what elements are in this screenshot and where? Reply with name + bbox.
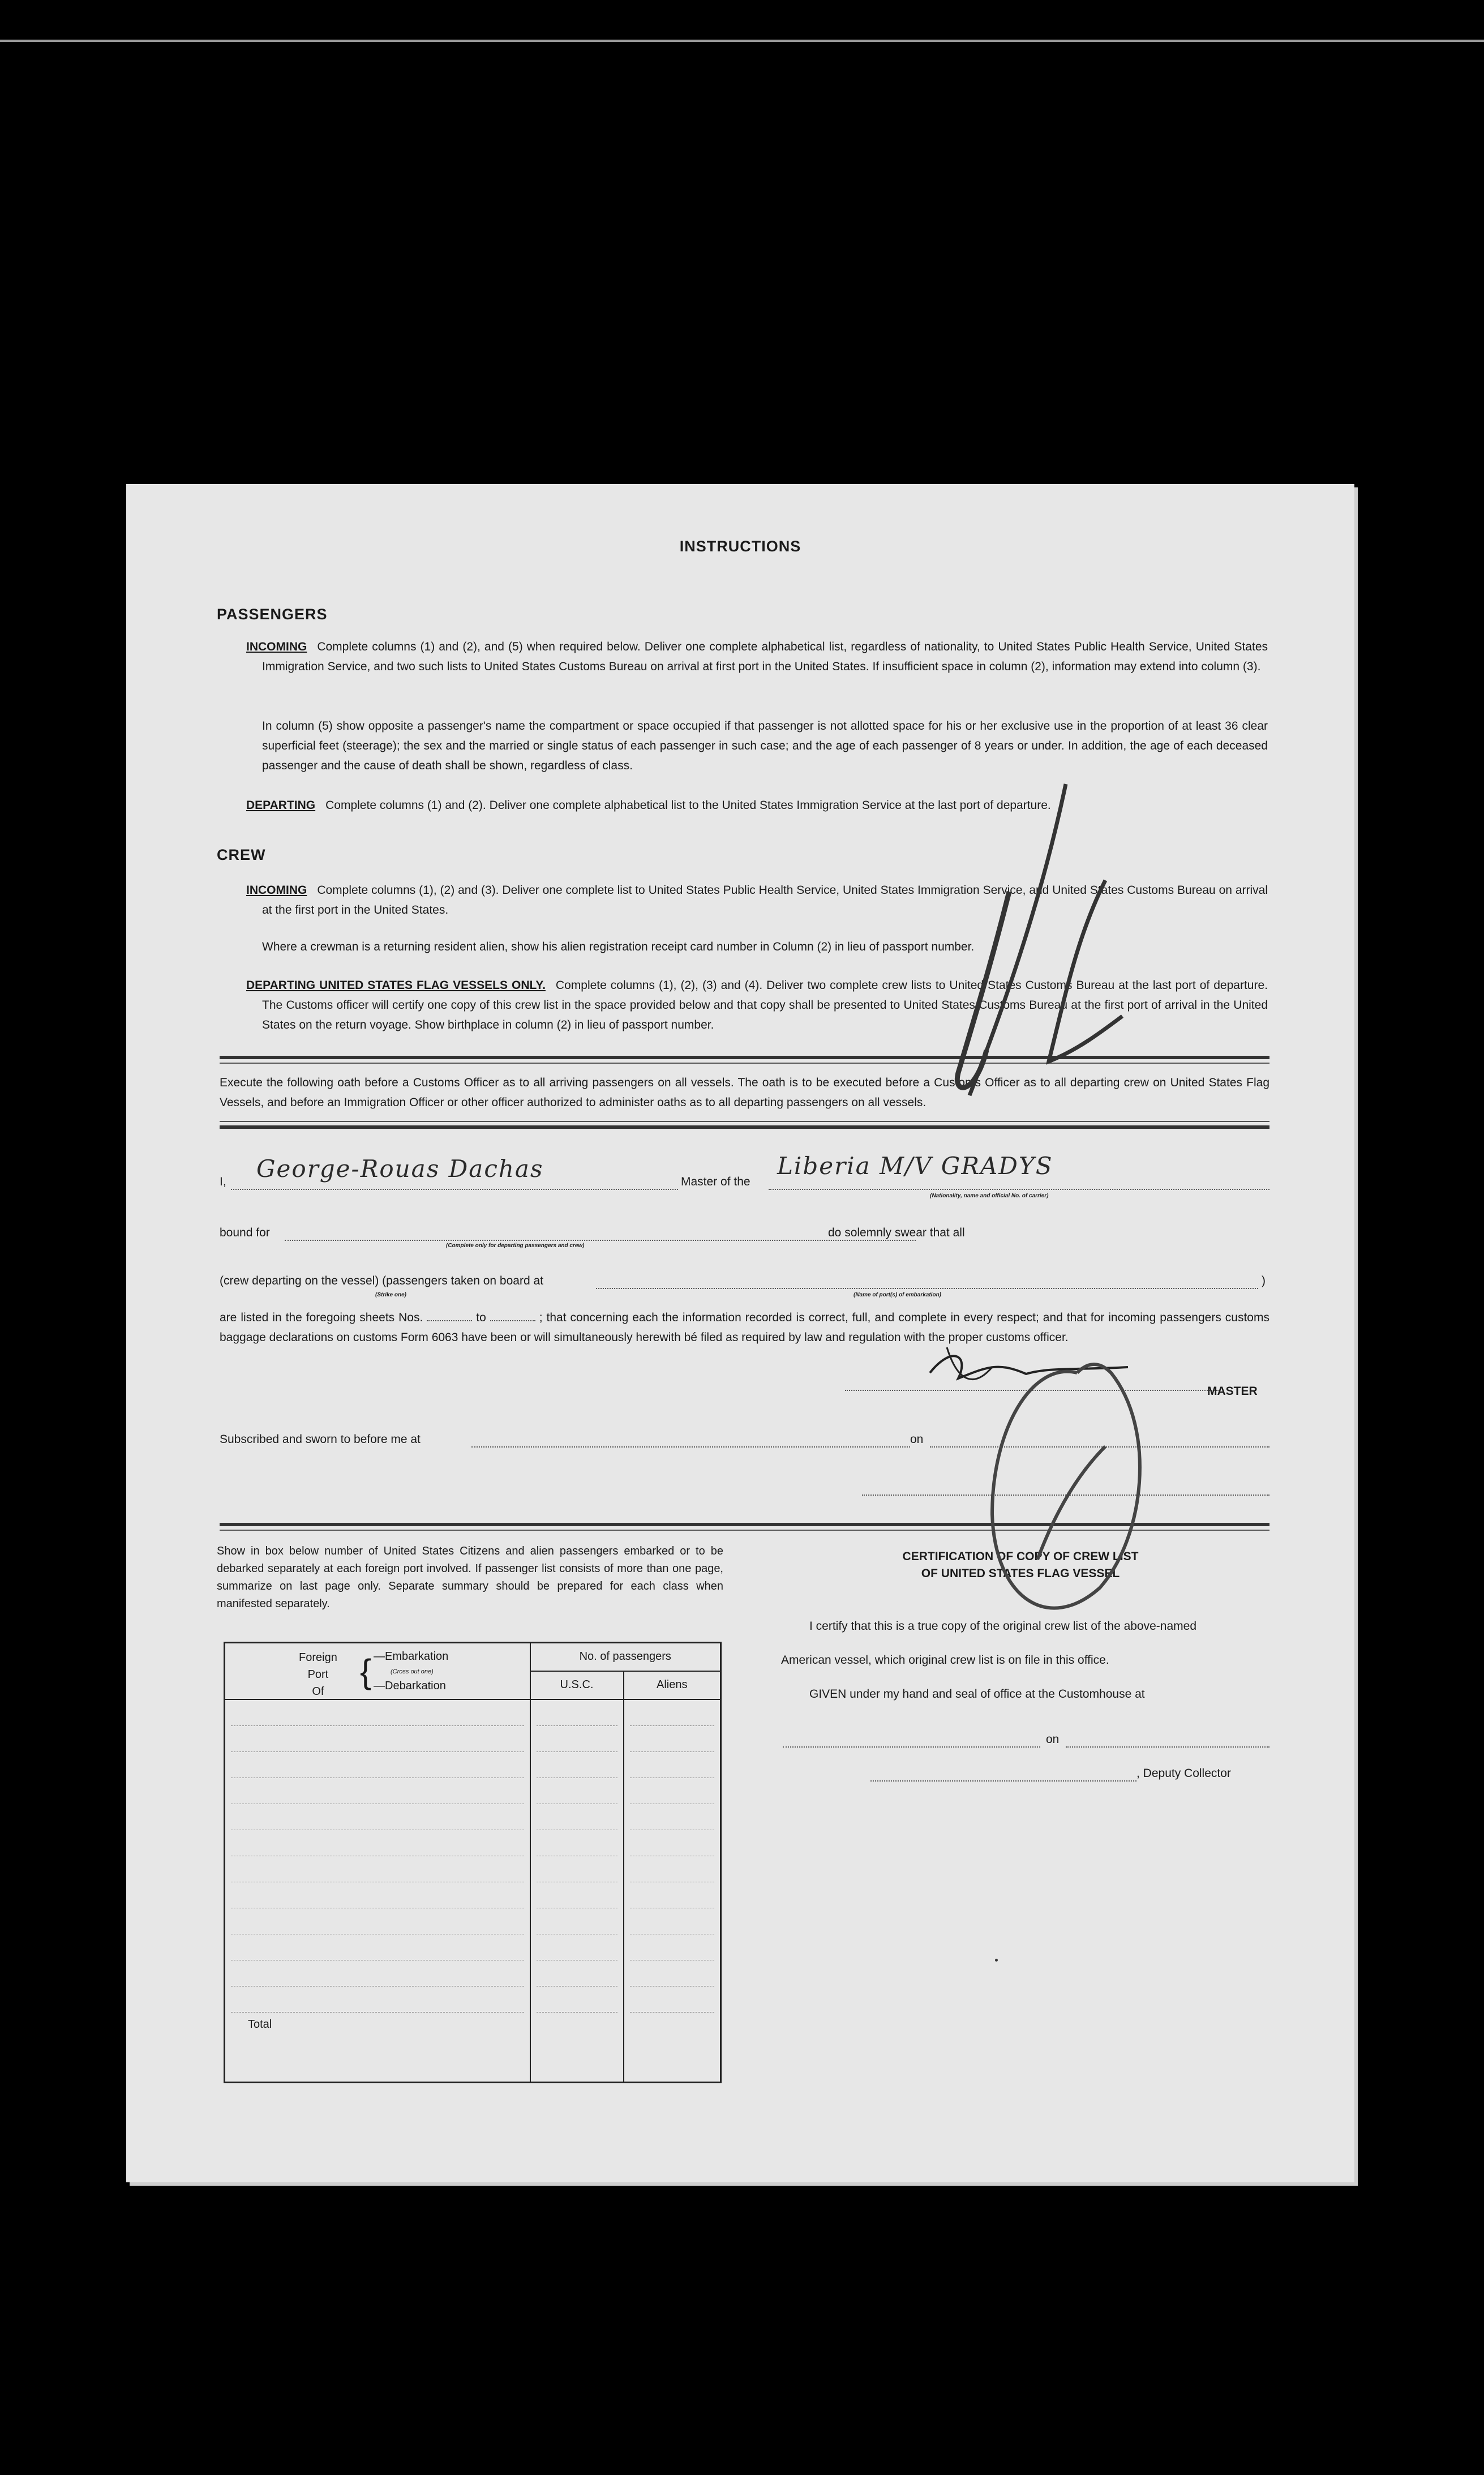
- port-column: [225, 1699, 530, 2083]
- oath-intro: Execute the following oath before a Customs Officer as to all arriving passengers on all vessels. The oath is to be executed before a Customs Officer as to all departing crew on United States Flag Vessels, and before an Immigration Officer or other officer authorized to administer oaths as to all departing passengers on all vessels.: [220, 1076, 1269, 1109]
- certification-on-label: on: [1046, 1733, 1060, 1746]
- master-name-line: [231, 1189, 678, 1190]
- sheet-to-line: [490, 1320, 535, 1321]
- cross-out-caption: (Cross out one): [391, 1668, 434, 1675]
- bound-for-line: [285, 1240, 916, 1241]
- bound-for-label: bound for: [220, 1226, 270, 1239]
- master-label: MASTER: [1207, 1385, 1258, 1398]
- passengers-departing-text: Complete columns (1) and (2). Deliver one complete alphabetical list to the United States Immigration Service at the last port of departure.: [325, 799, 1051, 812]
- to-label: to: [476, 1311, 486, 1324]
- certification-date-line: [1066, 1746, 1269, 1748]
- foreign-label: Foreign: [299, 1651, 337, 1664]
- subscribed-place-line: [471, 1446, 910, 1448]
- deputy-signature-line: [870, 1780, 1136, 1782]
- crew-incoming-text: Complete columns (1), (2) and (3). Deliver one complete list to United States Public Health Service, United States Immigration Service, and United States Customs Bureau on arrival at the first port in the United States.: [262, 884, 1268, 917]
- given-text: GIVEN under my hand and seal of office at the Customhouse at: [809, 1688, 1145, 1701]
- document-page: [126, 484, 1354, 2182]
- sheets-label: are listed in the foregoing sheets Nos.: [220, 1311, 423, 1324]
- deputy-collector-label: , Deputy Collector: [1136, 1767, 1231, 1780]
- aliens-header: Aliens: [624, 1671, 721, 1699]
- port-label: Port: [307, 1668, 329, 1681]
- pencil-stroke-2: [957, 892, 1009, 1087]
- embarkation-label: —Embarkation: [374, 1650, 449, 1663]
- no-passengers-header: No. of passengers: [530, 1643, 721, 1671]
- port-header-cell: [225, 1643, 530, 1699]
- american-vessel-text: American vessel, which original crew list is on file in this office.: [781, 1654, 1109, 1667]
- passenger-summary-table: [224, 1642, 722, 2083]
- pencil-stroke-3: [1049, 880, 1122, 1061]
- crew-departing-text: Complete columns (1), (2), (3) and (4). Deliver two complete crew lists to United States Customs Bureau at the last port of departure. The Customs officer will certify one copy of this crew list in the space provided below and that copy shall be presented to United States Customs Bureau at the first port of arrival in the United States on the return voyage. Show birthplace in column (2) in lieu of passport number.: [262, 979, 1268, 1031]
- usc-column: [530, 1699, 624, 2083]
- swear-label: do solemnly swear that all: [828, 1226, 965, 1239]
- speck: [995, 1959, 998, 1962]
- passengers-incoming-paragraph: [246, 637, 1268, 676]
- closing-paren: ): [1262, 1274, 1266, 1287]
- subscribed-label: Subscribed and sworn to before me at: [220, 1433, 421, 1446]
- crew-departing-label: DEPARTING UNITED STATES FLAG VESSELS ONLY.: [246, 979, 546, 992]
- debarkation-label: —Debarkation: [374, 1680, 446, 1692]
- pencil-slash: [1037, 1446, 1105, 1560]
- pencil-circle: [992, 1364, 1140, 1608]
- ports-caption: (Name of port(s) of embarkation): [853, 1292, 942, 1298]
- total-label: Total: [248, 2018, 272, 2031]
- crew-resident-paragraph: Where a crewman is a returning resident alien, show his alien registration receipt card number in Column (2) in lieu of passport number.: [262, 940, 975, 953]
- summary-instructions: Show in box below number of United States Citizens and alien passengers embarked or to be debarked separately at each foreign port involved. If passenger list consists of more than one page, summarize on last page only. Separate summary should be prepared for each class when manifested separately.: [217, 1545, 723, 1610]
- strike-one-caption: (Strike one): [375, 1292, 407, 1298]
- passengers-incoming-label: INCOMING: [246, 640, 307, 653]
- crew-incoming-label: INCOMING: [246, 884, 307, 897]
- crew-heading: CREW: [217, 846, 266, 863]
- i-label: I,: [220, 1175, 226, 1188]
- passengers-column5-paragraph: In column (5) show opposite a passenger's name the compartment or space occupied if that passenger is not allotted space for his or her exclusive use in the proportion of at least 36 clear superficial feet (steerage); the sex and the married or single status of each passenger in such case; and the age of each passenger of 8 years or under. In addition, the age of each deceased passenger and the cause of death shall be shown, regardless of class.: [262, 720, 1268, 772]
- customhouse-line: [783, 1746, 1040, 1748]
- sheet-from-line: [427, 1320, 472, 1321]
- certify-text: I certify that this is a true copy of the original crew list of the above-named: [809, 1620, 1196, 1633]
- foreign-port-of: [299, 1649, 337, 1700]
- master-name-handwritten: George-Rouas Dachas: [256, 1155, 544, 1183]
- brace-glyph: {: [360, 1652, 372, 1690]
- vessel-caption: (Nationality, name and official No. of carrier): [930, 1193, 1049, 1199]
- certification-heading-line2: OF UNITED STATES FLAG VESSEL: [921, 1567, 1120, 1580]
- instructions-title: INSTRUCTIONS: [679, 538, 801, 555]
- certification-heading-line1: CERTIFICATION OF COPY OF CREW LIST: [902, 1550, 1139, 1563]
- of-label: Of: [312, 1685, 324, 1698]
- sheets-text: ; that concerning each the information recorded is correct, full, and complete in every respect; and that for incoming passengers customs baggage declarations on customs Form 6063 have been or will simultaneously herewith bé filed as required by law and regulation with the proper customs officer.: [220, 1311, 1269, 1344]
- scan-top-line: [0, 40, 1484, 42]
- vessel-name-handwritten: Liberia M/V GRADYS: [777, 1152, 1053, 1180]
- subscribed-on-label: on: [910, 1433, 924, 1446]
- usc-header: U.S.C.: [530, 1671, 624, 1699]
- passengers-incoming-text: Complete columns (1) and (2), and (5) when required below. Deliver one complete alphabetical list, regardless of nationality, to United States Public Health Service, United States Immigration Service, and two such lists to United States Customs Bureau on arrival at first port in the United States. If insufficient space in column (2), information may extend into column (3).: [262, 640, 1268, 673]
- passengers-heading: PASSENGERS: [217, 606, 328, 623]
- passengers-departing-label: DEPARTING: [246, 799, 316, 812]
- pencil-annotations: [862, 778, 1179, 1662]
- crew-departing-label-oath: (crew departing on the vessel) (passengers taken on board at: [220, 1274, 543, 1287]
- bound-caption: (Complete only for departing passengers and crew): [446, 1243, 585, 1249]
- master-of-label: Master of the: [681, 1175, 750, 1188]
- aliens-column: [624, 1699, 721, 2083]
